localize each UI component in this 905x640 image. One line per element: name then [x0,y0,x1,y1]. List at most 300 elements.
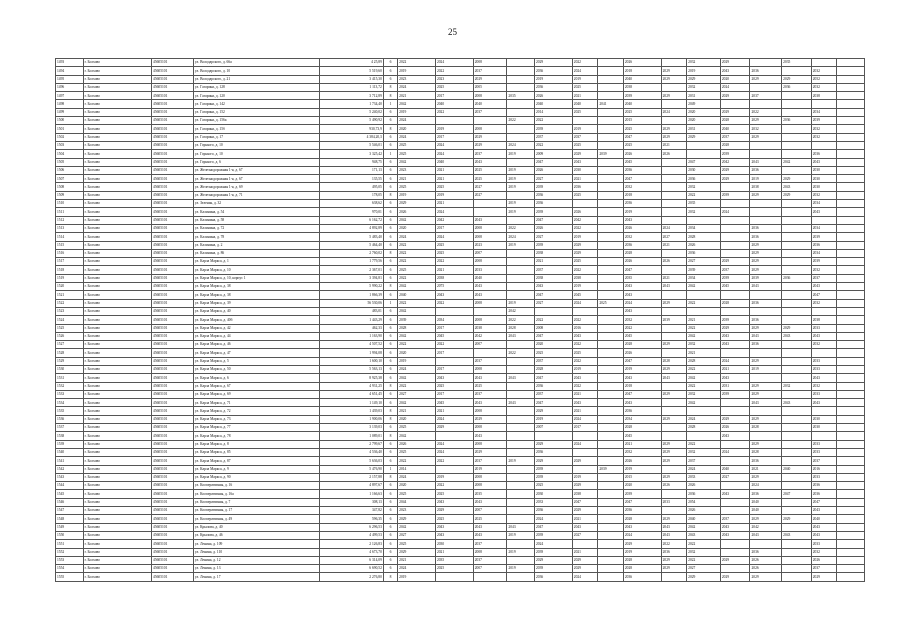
table-cell: 2022 [435,299,473,307]
table-cell: 2026 [750,556,782,564]
table-cell: 2029 [572,241,598,249]
table-cell: ул. Карла Маркса, д. 9 [193,465,319,473]
table-cell [811,432,837,440]
table-cell: 45605101 [152,565,194,573]
table-row [56,291,865,299]
table-row [56,531,865,539]
table-cell: 2020 [720,75,750,83]
table-cell: 2026 [623,457,661,465]
table-cell: 2032 [623,316,661,324]
table-cell: 2042 [782,158,812,166]
table-cell: 2036 [782,117,812,125]
table-cell: 2043 [623,307,661,315]
table-cell: 2022 [687,382,721,390]
table-cell [782,67,812,75]
table-row [56,59,865,67]
table-cell: 1 149,10 [319,399,383,407]
table-cell: 2022 [623,324,661,332]
table-cell: 2033 [811,540,837,548]
table-cell [782,307,812,315]
table-cell: 2029 [750,357,782,365]
table-cell [598,274,624,282]
table-row [56,200,865,208]
table-cell: 45605101 [152,158,194,166]
table-cell: 2029 [572,556,598,564]
table-cell: 45605101 [152,523,194,531]
table-cell: 2043 [782,183,812,191]
table-cell: 2017 [435,324,473,332]
table-cell [435,465,473,473]
table-cell: 6 [383,266,397,274]
table-cell: 2019 [507,150,535,158]
table-cell: 2043 [720,374,750,382]
table-cell: 2022 [435,258,473,266]
table-cell: 2 367,01 [319,266,383,274]
table-cell [473,349,507,357]
table-cell: ул. Калинина, д. 54 [193,208,319,216]
table-cell: 2023 [398,75,436,83]
table-cell: 2021 [572,515,598,523]
table-cell: 2029 [687,573,721,581]
table-cell [837,274,865,282]
table-cell: 6 [383,374,397,382]
table-cell [782,415,812,423]
table-cell: 2024 [623,299,661,307]
table-cell [507,382,535,390]
table-cell: 2024 [572,573,598,581]
table-row [56,565,865,573]
table-cell: 45605101 [152,200,194,208]
table-cell [661,432,687,440]
table-cell: 5 240,02 [319,108,383,116]
table-cell: 2040 [782,465,812,473]
table-cell: 2019 [572,233,598,241]
table-cell: 6 [383,183,397,191]
table-cell: 930,73,9 [319,125,383,133]
table-cell: 2020 [398,349,436,357]
table-cell: 2028 [720,117,750,125]
table-cell: ул. Кооперативная, д. 17 [193,507,319,515]
table-cell: 2036 [687,249,721,257]
table-cell: 2008 [473,407,507,415]
table-cell: 2029 [661,457,687,465]
table-cell [598,523,624,531]
table-cell: 2008 [473,233,507,241]
table-cell [598,473,624,481]
table-cell [750,407,782,415]
table-cell: 2022 [687,299,721,307]
table-cell [782,241,812,249]
table-cell: ул. Карла Маркса, д. 39 [193,299,319,307]
table-cell [661,175,687,183]
table-cell: 2025 [623,108,661,116]
table-cell: 1497 [56,92,84,100]
table-cell: 2039 [598,150,624,158]
table-cell: 2043 [782,531,812,539]
table-cell: 2025 [435,515,473,523]
table-cell: 2017 [435,390,473,398]
table-cell: 2024 [687,415,721,423]
table-cell: 2028 [750,424,782,432]
table-cell: г. Болхово [83,233,151,241]
table-cell: 5 464,40 [319,241,383,249]
table-cell: ул. Горького, д. 6 [193,158,319,166]
table-cell: 2042 [687,283,721,291]
table-cell: 2014 [398,465,436,473]
table-cell: 6 [383,224,397,232]
table-row [56,324,865,332]
table-cell: 2031 [720,382,750,390]
table-cell [598,233,624,241]
table-cell: ул. Калинина, д. 72 [193,224,319,232]
table-cell: 2029 [750,515,782,523]
table-cell [507,490,535,498]
table-cell: 2023 [435,75,473,83]
table-cell [507,473,535,481]
table-cell: 2043 [507,523,535,531]
table-cell: 2029 [750,324,782,332]
table-cell: 2029 [750,241,782,249]
table-cell: 2029 [661,556,687,564]
table-cell: 1508 [56,183,84,191]
table-cell [473,307,507,315]
table-row [56,141,865,149]
table-cell: 2025 [572,258,598,266]
table-cell [435,573,473,581]
table-cell: г. Болхово [83,258,151,266]
table-cell: 2034 [435,316,473,324]
table-row [56,75,865,83]
table-cell: 2028 [623,515,661,523]
table-cell: г. Болхово [83,440,151,448]
table-cell: 2042 [398,399,436,407]
table-cell: 1535 [56,407,84,415]
table-cell [687,216,721,224]
table-cell: 6 [383,175,397,183]
table-cell: 2020 [398,125,436,133]
table-cell [598,307,624,315]
table-row [56,573,865,581]
table-cell: 2026 [623,224,661,232]
table-cell: 1 113,72 [319,83,383,91]
table-cell: 1540 [56,448,84,456]
table-cell: г. Болхово [83,540,151,548]
table-cell: 6 [383,531,397,539]
table-cell: 2041 [598,100,624,108]
table-cell: г. Болхово [83,83,151,91]
table-cell: 2043 [811,507,837,515]
table-cell: 2043 [572,158,598,166]
table-cell: 2022 [572,341,598,349]
table-cell: 2022 [572,266,598,274]
table-cell: 1517 [56,258,84,266]
table-cell: 2028 [623,341,661,349]
table-cell [507,357,535,365]
table-cell: 2036 [535,200,573,208]
table-cell [837,332,865,340]
table-cell [661,465,687,473]
table-cell [507,482,535,490]
table-cell: 8 [383,283,397,291]
table-cell: 2028 [720,141,750,149]
table-cell: 1518 [56,266,84,274]
table-cell: г. Болхово [83,324,151,332]
table-cell: 2043 [661,283,687,291]
table-cell: 1532 [56,382,84,390]
table-cell [837,100,865,108]
table-cell [598,158,624,166]
table-row [56,540,865,548]
table-cell [750,291,782,299]
table-row [56,432,865,440]
table-cell: 8 [383,249,397,257]
table-cell: 2036 [750,233,782,241]
table-cell: 2037 [473,108,507,116]
table-cell: 2043 [811,332,837,340]
table-cell [598,117,624,125]
table-cell: 2032 [782,382,812,390]
table-cell: 5 483,40 [319,233,383,241]
table-cell: 2 799,67 [319,440,383,448]
table-cell: ул. Ленина, д. 110 [193,548,319,556]
table-cell: 2029 [750,75,782,83]
table-cell: ул. Гагарина, д. 120 [193,92,319,100]
table-cell: г. Болхово [83,117,151,125]
table-cell: 6 [383,523,397,531]
table-cell: 45605101 [152,175,194,183]
table-cell: 5 490,92 [319,117,383,125]
table-cell: 2029 [473,415,507,423]
table-cell: 2043 [623,291,661,299]
table-cell: 6 [383,341,397,349]
table-cell: 2040 [623,100,661,108]
table-cell: г. Болхово [83,75,151,83]
table-cell: 1522 [56,299,84,307]
table-cell: 2022 [435,108,473,116]
table-cell: 2019 [398,357,436,365]
table-cell: 6 [383,548,397,556]
table-cell: 2020 [623,482,661,490]
table-cell: 2019 [435,191,473,199]
table-cell: 45605101 [152,515,194,523]
table-cell: 4 673,70 [319,548,383,556]
table-cell [782,565,812,573]
table-row [56,365,865,373]
table-cell: 45605101 [152,399,194,407]
table-cell: 2029 [435,507,473,515]
table-cell: 495,05 [319,183,383,191]
table-cell: 2029 [720,108,750,116]
table-cell: 2036 [661,548,687,556]
table-cell: 2038 [473,324,507,332]
table-cell: 2026 [687,241,721,249]
table-cell: 2014 [535,108,573,116]
table-cell: 2024 [572,440,598,448]
table-cell: 2043 [720,531,750,539]
table-cell [837,224,865,232]
table-cell: г. Болхово [83,332,151,340]
table-cell: 2047 [623,133,661,141]
table-cell: 1 [383,100,397,108]
table-cell: 596,35 [319,515,383,523]
table-cell: 1515 [56,241,84,249]
table-cell [837,357,865,365]
table-cell [782,448,812,456]
table-cell [782,507,812,515]
table-cell [572,540,598,548]
table-cell [782,92,812,100]
table-cell [598,548,624,556]
table-cell: 2027 [398,531,436,539]
table-cell: ул. Карла Маркса, д. 5 [193,357,319,365]
table-cell: 2029 [661,390,687,398]
table-cell: 4 897,67 [319,482,383,490]
table-cell: 2039 [535,565,573,573]
table-cell: 2031 [687,92,721,100]
table-cell [750,540,782,548]
table-cell: 6 [383,365,397,373]
table-cell: 2026 [535,92,573,100]
table-cell: 2033 [661,498,687,506]
table-cell: 45605101 [152,465,194,473]
table-cell: 1554 [56,565,84,573]
table-cell: 2037 [811,565,837,573]
table-cell: 8 [383,573,397,581]
table-cell: 2036 [535,67,573,75]
table-cell: 2043 [572,374,598,382]
table-cell: 2025 [435,565,473,573]
table-cell: ул. Гагарина, д. 15б [193,125,319,133]
table-cell: г. Болхово [83,200,151,208]
table-cell: 2037 [572,133,598,141]
table-cell: 2034 [687,224,721,232]
table-cell [837,249,865,257]
table-cell [750,200,782,208]
table-cell: 2019 [750,175,782,183]
table-cell [598,341,624,349]
table-cell: 2028 [535,365,573,373]
table-cell: 45605101 [152,92,194,100]
table-row [56,307,865,315]
table-cell: 2020 [398,482,436,490]
table-cell [661,117,687,125]
table-cell [782,540,812,548]
table-cell [750,141,782,149]
table-cell: 2038 [572,490,598,498]
table-cell [661,166,687,174]
table-cell: 2026 [811,556,837,564]
table-cell: 2047 [811,291,837,299]
table-cell: 2020 [398,415,436,423]
table-cell: 2027 [535,175,573,183]
table-cell: 2036 [535,83,573,91]
table-cell: ул. Карла Маркса, д. 47 [193,349,319,357]
table-cell: 2043 [720,341,750,349]
table-cell: 2039 [535,125,573,133]
table-cell [598,515,624,523]
table-cell: 2024 [720,208,750,216]
table-cell: 2036 [750,224,782,232]
table-cell: 2015 [623,473,661,481]
table-cell: 2042 [572,216,598,224]
table-cell: 2022 [398,382,436,390]
table-cell: 2029 [535,440,573,448]
table-cell: ул. Карла Маркса, д. 46 [193,341,319,349]
table-cell: г. Болхово [83,291,151,299]
table-cell: 2037 [720,515,750,523]
table-row [56,283,865,291]
table-cell: 2043 [435,531,473,539]
table-cell [837,507,865,515]
table-cell: 2043 [720,67,750,75]
table-cell: 2029 [750,473,782,481]
table-cell: 1542 [56,465,84,473]
table-cell [837,382,865,390]
table-cell: 2025 [473,515,507,523]
table-cell: 2042 [687,332,721,340]
table-cell [782,100,812,108]
table-row [56,166,865,174]
table-cell: 2047 [535,216,573,224]
table-cell: 2032 [687,341,721,349]
table-row [56,349,865,357]
table-cell: г. Болхово [83,283,151,291]
table-row [56,117,865,125]
table-cell: 2024 [661,108,687,116]
table-cell: 2022 [572,316,598,324]
table-cell: 2037 [535,133,573,141]
table-cell [750,307,782,315]
table-cell: 2037 [473,67,507,75]
table-cell [837,341,865,349]
table-cell [598,482,624,490]
table-cell: 2021 [435,200,473,208]
table-cell: 1513 [56,224,84,232]
table-cell: 45605101 [152,241,194,249]
table-cell: 2043 [811,531,837,539]
table-cell: 2029 [661,67,687,75]
table-cell: 2039 [811,117,837,125]
table-row [56,67,865,75]
table-cell: 2038 [535,274,573,282]
table-cell [598,224,624,232]
table-cell: 2029 [750,258,782,266]
table-cell: 45605101 [152,141,194,149]
table-cell [598,399,624,407]
table-cell: 2032 [623,448,661,456]
table-cell: 2029 [661,133,687,141]
table-cell: г. Болхово [83,448,151,456]
table-cell: 2026 [687,507,721,515]
table-cell: 6 296,53 [319,523,383,531]
table-cell: 2021 [435,407,473,415]
table-cell: 2022 [398,241,436,249]
table-cell: 2020 [687,108,721,116]
table-cell: г. Болхово [83,382,151,390]
table-cell: 2042 [398,523,436,531]
table-cell: 2037 [687,457,721,465]
table-cell: 2019 [507,166,535,174]
table-row [56,150,865,158]
table-cell: 2030 [811,166,837,174]
table-cell [720,482,750,490]
table-cell: 2034 [811,249,837,257]
table-cell: 1534 [56,399,84,407]
table-cell: ул. Железнодорожная 1-я, д. 69 [193,183,319,191]
table-cell [507,83,535,91]
table-cell: 2008 [473,92,507,100]
table-cell: 2035 [782,59,812,67]
